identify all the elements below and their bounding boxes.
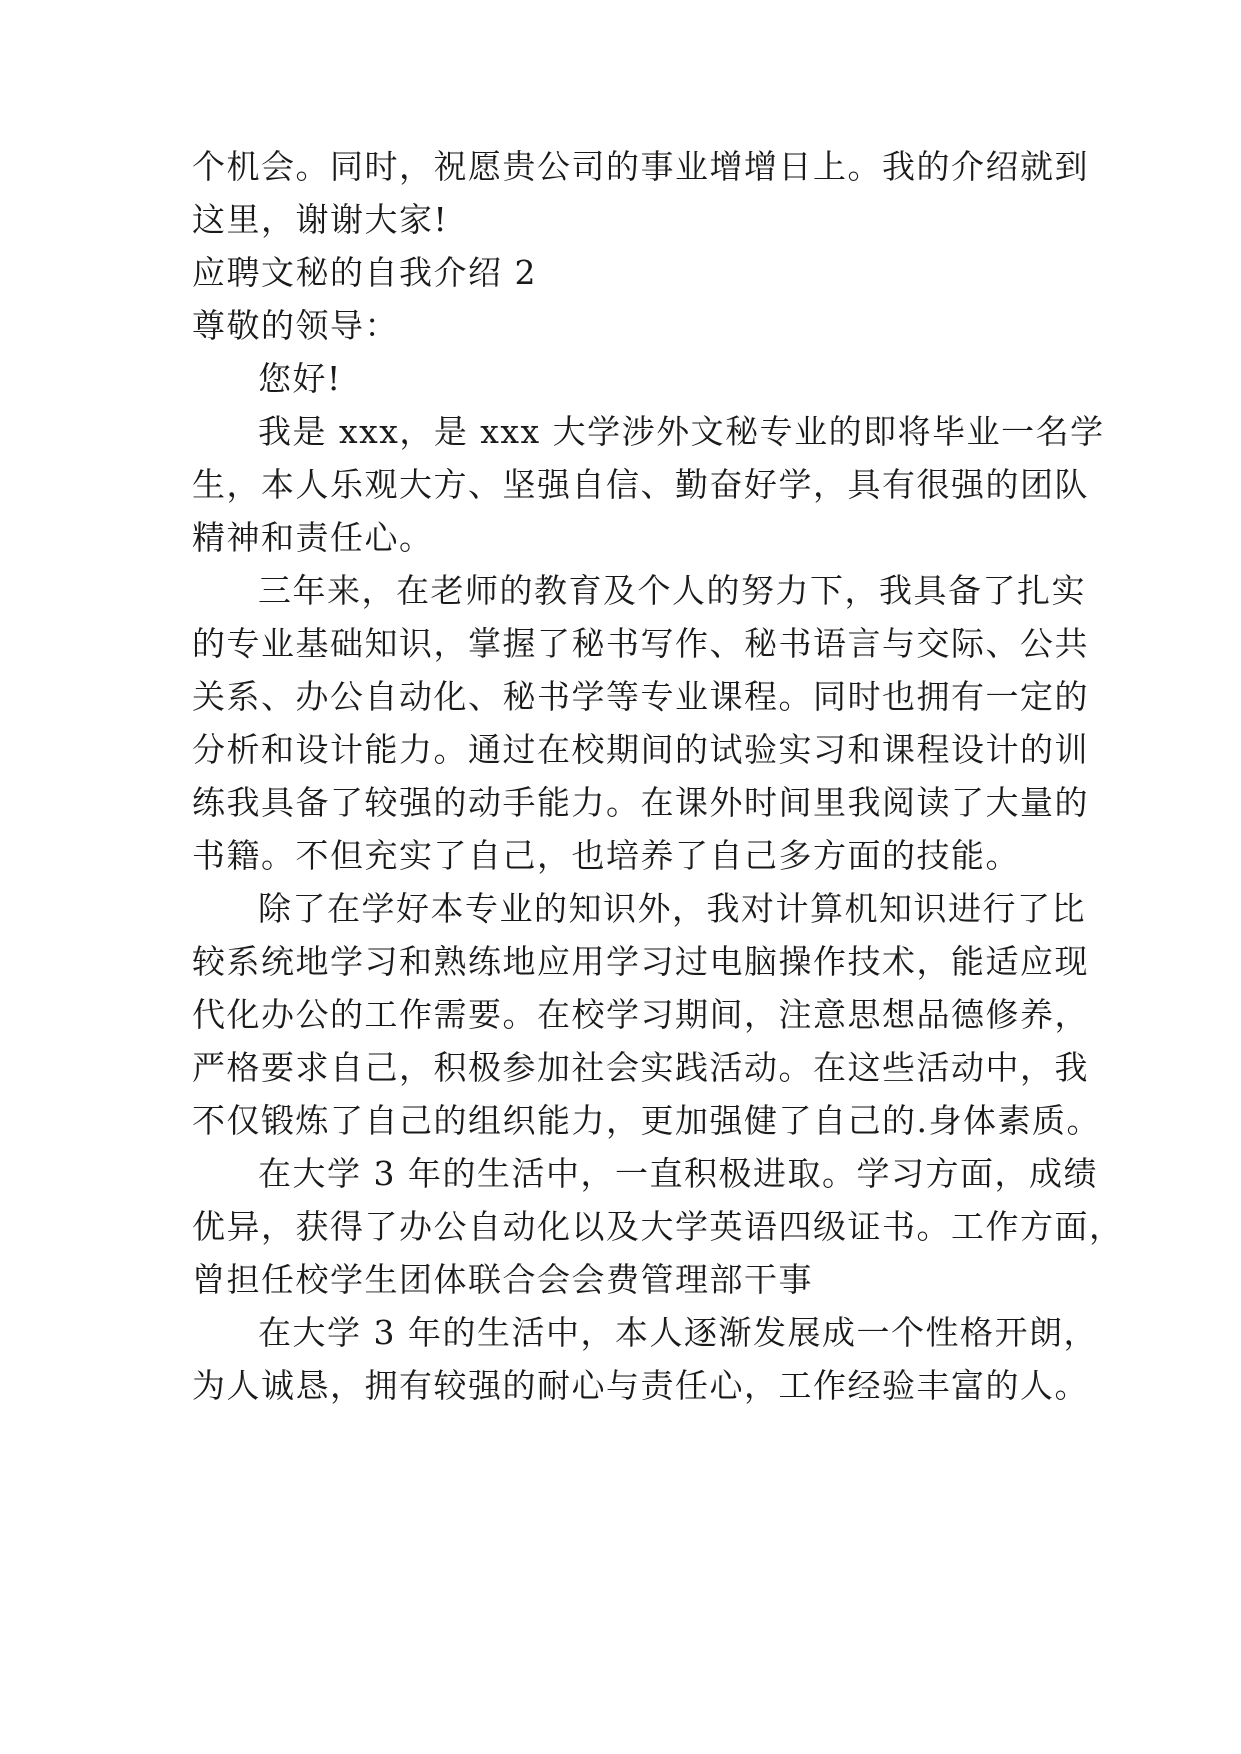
text-line: 个机会。同时，祝愿贵公司的事业增增日上。我的介绍就到 xyxy=(192,147,1089,186)
paragraph-line: 在大学 3 年的生活中，一直积极进取。学习方面，成绩 xyxy=(258,1154,1098,1193)
paragraph-line: 为人诚恳，拥有较强的耐心与责任心，工作经验丰富的人。 xyxy=(192,1366,1089,1405)
paragraph-line: 不仅锻炼了自己的组织能力，更加强健了自己的.身体素质。 xyxy=(192,1101,1101,1140)
paragraph-line: 生，本人乐观大方、坚强自信、勤奋好学，具有很强的团队 xyxy=(192,465,1089,504)
paragraph-line: 除了在学好本专业的知识外，我对计算机知识进行了比 xyxy=(258,889,1086,928)
paragraph-line: 较系统地学习和熟练地应用学习过电脑操作技术，能适应现 xyxy=(192,942,1089,981)
paragraph-line: 书籍。不但充实了自己，也培养了自己多方面的技能。 xyxy=(192,836,1020,875)
paragraph-line: 我是 xxx，是 xxx 大学涉外文秘专业的即将毕业一名学 xyxy=(258,412,1105,451)
paragraph-line: 严格要求自己，积极参加社会实践活动。在这些活动中，我 xyxy=(192,1048,1089,1087)
paragraph-line: 代化办公的工作需要。在校学习期间，注意思想品德修养， xyxy=(192,995,1089,1034)
paragraph-line: 关系、办公自动化、秘书学等专业课程。同时也拥有一定的 xyxy=(192,677,1089,716)
paragraph-line: 三年来，在老师的教育及个人的努力下，我具备了扎实 xyxy=(258,571,1086,610)
paragraph-line: 曾担任校学生团体联合会会费管理部干事 xyxy=(192,1260,813,1299)
paragraph-line: 的专业基础知识，掌握了秘书写作、秘书语言与交际、公共 xyxy=(192,624,1089,663)
paragraph-line: 优异，获得了办公自动化以及大学英语四级证书。工作方面， xyxy=(192,1207,1124,1246)
section-title: 应聘文秘的自我介绍 2 xyxy=(192,253,537,292)
greeting: 您好! xyxy=(258,359,342,398)
paragraph-line: 在大学 3 年的生活中，本人逐渐发展成一个性格开朗， xyxy=(258,1313,1098,1352)
paragraph-line: 分析和设计能力。通过在校期间的试验实习和课程设计的训 xyxy=(192,730,1089,769)
paragraph-line: 精神和责任心。 xyxy=(192,518,434,557)
paragraph-line: 练我具备了较强的动手能力。在课外时间里我阅读了大量的 xyxy=(192,783,1089,822)
text-line: 这里，谢谢大家! xyxy=(192,200,449,239)
salutation: 尊敬的领导： xyxy=(192,306,399,345)
